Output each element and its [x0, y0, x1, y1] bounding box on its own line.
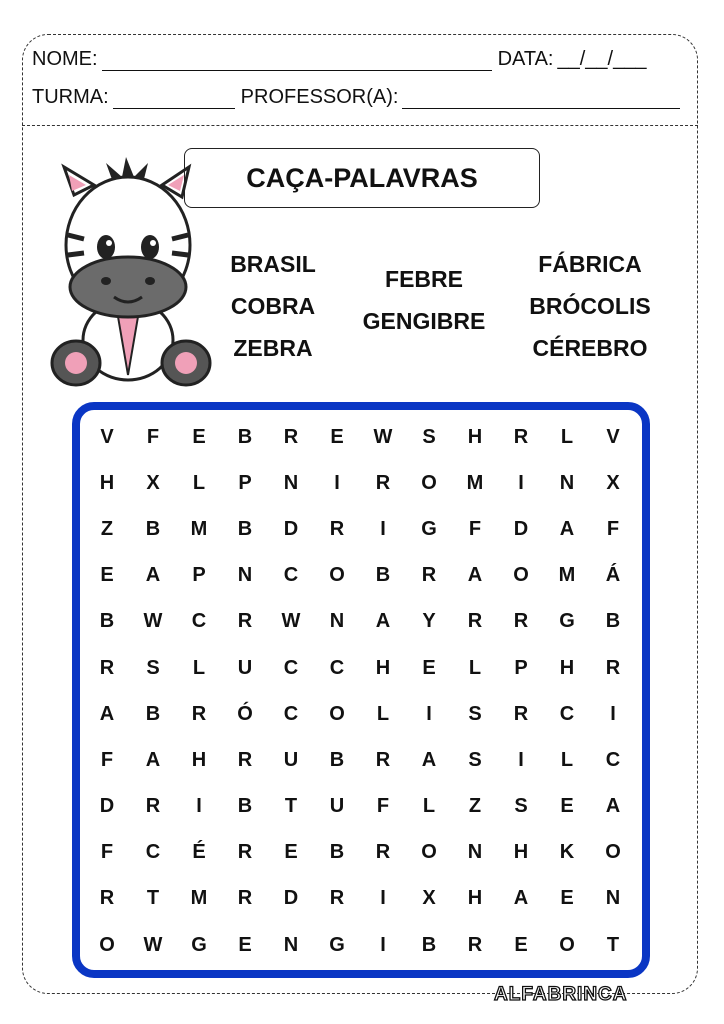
grid-cell[interactable]: S — [422, 425, 436, 448]
grid-cell[interactable]: R — [283, 425, 299, 448]
grid-cell[interactable]: G — [329, 933, 345, 956]
grid-cell[interactable]: P — [238, 471, 252, 494]
grid-cell[interactable]: C — [559, 702, 575, 725]
grid-cell[interactable]: I — [196, 795, 202, 818]
grid-cell[interactable]: R — [99, 656, 115, 679]
word-item: FÁBRICA — [538, 251, 642, 277]
name-label: NOME: — [32, 48, 98, 70]
grid-cell[interactable]: O — [605, 841, 621, 864]
grid-cell[interactable]: C — [283, 564, 299, 587]
grid-cell[interactable]: X — [606, 471, 620, 494]
grid-cell[interactable]: C — [329, 656, 345, 679]
grid-cell[interactable]: S — [468, 748, 482, 771]
grid-cell[interactable]: I — [426, 702, 432, 725]
grid-cell[interactable]: E — [100, 564, 114, 587]
grid-cell[interactable]: C — [145, 841, 161, 864]
grid-cell[interactable]: L — [468, 656, 482, 679]
grid-cell[interactable]: V — [606, 425, 620, 448]
grid-cell[interactable]: O — [559, 933, 575, 956]
grid-cell[interactable]: F — [606, 517, 620, 540]
grid-cell[interactable]: G — [421, 517, 437, 540]
grid-cell[interactable]: C — [283, 702, 299, 725]
grid-cell[interactable]: B — [237, 425, 253, 448]
word-list-col-2 — [363, 258, 486, 342]
grid-cell[interactable]: H — [513, 841, 529, 864]
grid-cell[interactable]: B — [329, 841, 345, 864]
word-list-col-3 — [529, 243, 650, 369]
grid-cell[interactable]: N — [467, 841, 483, 864]
grid-cell[interactable]: E — [284, 841, 298, 864]
grid-cell[interactable]: R — [145, 795, 161, 818]
word-search-grid — [84, 414, 636, 968]
grid-cell[interactable]: L — [560, 748, 574, 771]
grid-cell[interactable]: I — [380, 517, 386, 540]
grid-cell[interactable]: R — [467, 933, 483, 956]
grid-cell[interactable]: P — [514, 656, 528, 679]
grid-cell[interactable]: M — [190, 887, 208, 910]
grid-cell[interactable]: U — [237, 656, 253, 679]
grid-cell[interactable]: R — [237, 841, 253, 864]
grid-cell[interactable]: H — [467, 887, 483, 910]
grid-cell[interactable]: O — [513, 564, 529, 587]
grid-cell[interactable]: Z — [468, 795, 482, 818]
word-item: GENGIBRE — [362, 308, 486, 334]
grid-cell[interactable]: E — [560, 887, 574, 910]
grid-cell[interactable]: U — [283, 748, 299, 771]
grid-cell[interactable]: D — [283, 887, 299, 910]
grid-cell[interactable]: W — [373, 425, 393, 448]
grid-cell[interactable]: N — [329, 610, 345, 633]
grid-cell[interactable]: B — [145, 517, 161, 540]
grid-cell[interactable]: R — [375, 471, 391, 494]
grid-cell[interactable]: R — [329, 887, 345, 910]
grid-cell[interactable]: M — [190, 517, 208, 540]
grid-cell[interactable]: E — [330, 425, 344, 448]
grid-cell[interactable]: L — [560, 425, 574, 448]
grid-cell[interactable]: F — [376, 795, 390, 818]
grid-cell[interactable]: H — [375, 656, 391, 679]
grid-cell[interactable]: B — [237, 517, 253, 540]
grid-cell[interactable]: B — [145, 702, 161, 725]
grid-cell[interactable]: R — [513, 702, 529, 725]
grid-cell[interactable]: E — [238, 933, 252, 956]
grid-cell[interactable]: Á — [605, 564, 621, 587]
grid-cell[interactable]: E — [560, 795, 574, 818]
grid-cell[interactable]: B — [237, 795, 253, 818]
grid-cell[interactable]: C — [605, 748, 621, 771]
grid-cell[interactable]: A — [467, 564, 483, 587]
grid-cell[interactable]: D — [99, 795, 115, 818]
grid-cell[interactable]: E — [422, 656, 436, 679]
grid-cell[interactable]: R — [375, 748, 391, 771]
grid-cell[interactable]: O — [329, 702, 345, 725]
grid-cell[interactable]: L — [192, 471, 206, 494]
grid-cell[interactable]: R — [237, 887, 253, 910]
grid-cell[interactable]: P — [192, 564, 206, 587]
grid-cell[interactable]: N — [283, 471, 299, 494]
alfabrinca-logo: ALFABRINCA — [494, 984, 628, 1005]
grid-cell[interactable]: É — [192, 841, 206, 864]
grid-cell[interactable]: D — [513, 517, 529, 540]
grid-cell[interactable]: S — [468, 702, 482, 725]
grid-cell[interactable]: R — [467, 610, 483, 633]
word-item: BRASIL — [230, 251, 316, 277]
grid-cell[interactable]: R — [605, 656, 621, 679]
grid-cell[interactable]: T — [146, 887, 160, 910]
header-divider — [22, 125, 698, 126]
grid-cell[interactable]: Ó — [237, 702, 253, 725]
grid-cell[interactable]: R — [513, 425, 529, 448]
grid-cell[interactable]: X — [146, 471, 160, 494]
grid-cell[interactable]: R — [99, 887, 115, 910]
grid-cell[interactable]: C — [191, 610, 207, 633]
grid-cell[interactable]: G — [559, 610, 575, 633]
grid-cell[interactable]: H — [99, 471, 115, 494]
grid-cell[interactable]: I — [610, 702, 616, 725]
grid-cell[interactable]: A — [99, 702, 115, 725]
grid-cell[interactable]: B — [99, 610, 115, 633]
grid-cell[interactable]: N — [283, 933, 299, 956]
grid-cell[interactable]: R — [237, 610, 253, 633]
grid-cell[interactable]: Y — [422, 610, 436, 633]
grid-cell[interactable]: N — [559, 471, 575, 494]
grid-cell[interactable]: R — [237, 748, 253, 771]
class-line — [32, 86, 684, 109]
page-title: CAÇA-PALAVRAS — [184, 148, 540, 208]
grid-cell[interactable]: F — [100, 748, 114, 771]
grid-cell[interactable]: I — [518, 471, 524, 494]
grid-cell[interactable]: N — [237, 564, 253, 587]
date-field[interactable]: __/__/___ — [557, 48, 647, 70]
grid-cell[interactable]: W — [281, 610, 301, 633]
grid-cell[interactable]: R — [375, 841, 391, 864]
grid-cell[interactable]: I — [334, 471, 340, 494]
grid-cell[interactable]: A — [421, 748, 437, 771]
word-item: COBRA — [230, 293, 316, 319]
grid-cell[interactable]: I — [380, 933, 386, 956]
grid-cell[interactable]: X — [422, 887, 436, 910]
grid-cell[interactable]: O — [99, 933, 115, 956]
grid-cell[interactable]: I — [518, 748, 524, 771]
class-label: TURMA: — [32, 86, 109, 108]
grid-cell[interactable]: G — [191, 933, 207, 956]
grid-cell[interactable]: M — [466, 471, 484, 494]
grid-cell[interactable]: A — [513, 887, 529, 910]
grid-cell[interactable]: B — [605, 610, 621, 633]
grid-cell[interactable]: N — [605, 887, 621, 910]
grid-cell[interactable]: L — [192, 656, 206, 679]
name-field[interactable] — [102, 52, 492, 71]
grid-cell[interactable]: F — [146, 425, 160, 448]
grid-cell[interactable]: T — [284, 795, 298, 818]
grid-cell[interactable]: F — [468, 517, 482, 540]
grid-cell[interactable]: H — [467, 425, 483, 448]
grid-cell[interactable]: S — [514, 795, 528, 818]
grid-cell[interactable]: A — [605, 795, 621, 818]
word-item: BRÓCOLIS — [529, 293, 651, 319]
grid-cell[interactable]: I — [380, 887, 386, 910]
grid-cell[interactable]: B — [329, 748, 345, 771]
grid-cell[interactable]: R — [513, 610, 529, 633]
grid-cell[interactable]: W — [143, 933, 163, 956]
teacher-field[interactable] — [402, 90, 680, 109]
grid-cell[interactable]: L — [376, 702, 390, 725]
grid-cell[interactable]: E — [192, 425, 206, 448]
grid-cell[interactable]: T — [606, 933, 620, 956]
date-label: DATA: — [497, 48, 554, 70]
grid-cell[interactable]: O — [329, 564, 345, 587]
word-item: CÉREBRO — [532, 335, 648, 361]
word-list-col-1 — [230, 243, 316, 369]
grid-cell[interactable]: Z — [100, 517, 114, 540]
grid-cell[interactable]: E — [514, 933, 528, 956]
grid-cell[interactable]: W — [143, 610, 163, 633]
word-item: FEBRE — [385, 266, 463, 292]
grid-cell[interactable]: D — [283, 517, 299, 540]
grid-cell[interactable]: A — [559, 517, 575, 540]
grid-cell[interactable]: B — [375, 564, 391, 587]
grid-cell[interactable]: O — [421, 471, 437, 494]
grid-cell[interactable]: K — [559, 841, 575, 864]
grid-cell[interactable]: R — [191, 702, 207, 725]
grid-cell[interactable]: F — [100, 841, 114, 864]
word-item: ZEBRA — [233, 335, 313, 361]
grid-cell[interactable]: A — [375, 610, 391, 633]
grid-cell[interactable]: L — [422, 795, 436, 818]
grid-cell[interactable]: R — [421, 564, 437, 587]
grid-cell[interactable]: H — [191, 748, 207, 771]
grid-cell[interactable]: U — [329, 795, 345, 818]
grid-cell[interactable]: C — [283, 656, 299, 679]
grid-cell[interactable]: R — [329, 517, 345, 540]
class-field[interactable] — [113, 90, 235, 109]
grid-cell[interactable]: A — [145, 748, 161, 771]
grid-cell[interactable]: M — [558, 564, 576, 587]
grid-cell[interactable]: S — [146, 656, 160, 679]
grid-cell[interactable]: A — [145, 564, 161, 587]
grid-cell[interactable]: O — [421, 841, 437, 864]
grid-cell[interactable]: H — [559, 656, 575, 679]
grid-cell[interactable]: B — [421, 933, 437, 956]
name-line — [32, 48, 646, 71]
grid-cell[interactable]: V — [100, 425, 114, 448]
teacher-label: PROFESSOR(A): — [240, 86, 399, 108]
